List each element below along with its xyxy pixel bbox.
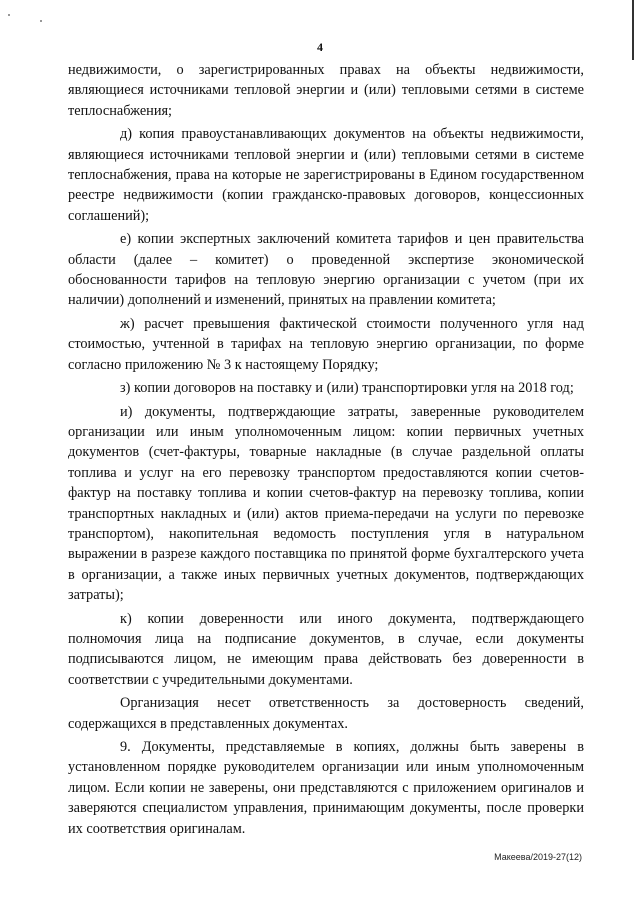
document-body	[68, 60, 584, 842]
paragraph-item-i: и) документы, подтверждающие затраты, заверенные руководителем организации или иным уполномоченным лицом: копии первичных учетных документов (счет-фактуры, товарные накладные (в случае раздельной оплаты топлива и услуг на его перевозку транспортом предоставляются копии счетов-фактур на поставку топлива и копии счетов-фактур на перевозку топлива, копии транспортных накладных и (или) актов приема-передачи на услуги по перевозке транспортом), накопительная ведомость поступления угля в натуральном выражении в разрезе каждого поставщика по принятой форме бухгалтерского учета в организации, а также иных первичных учетных документов, подтверждающих затраты);	[68, 403, 584, 604]
paragraph-item-zh: ж) расчет превышения фактической стоимости полученного угля над стоимостью, учтенной в тарифах на тепловую энергию организации, по форме согласно приложению № 3 к настоящему Порядку;	[68, 315, 584, 373]
paragraph-item-z: з) копии договоров на поставку и (или) транспортировки угля на 2018 год;	[120, 380, 574, 397]
page-number: 4	[317, 40, 323, 54]
paragraph-section-9: 9. Документы, представляемые в копиях, должны быть заверены в установленном порядке руководителем организации или иным уполномоченным лицом. Если копии не заверены, они представляются с приложением оригиналов и заверяются специалистом управления, принимающим документы, после проверки их соответствия оригиналам.	[68, 739, 584, 837]
paragraph-item-k: к) копии доверенности или иного документа, подтверждающего полномочия лица на подписание документов, в случае, если документы подписываются лицом, не имеющим права действовать без доверенности в соответствии с учредительными документами.	[68, 610, 584, 688]
paragraph-item-e: е) копии экспертных заключений комитета тарифов и цен правительства области (далее – комитет) о проведенной экспертизе экономической обоснованности тарифов на тепловую энергию организации с учетом (при их наличии) дополнений и изменений, принятых на правлении комитета;	[68, 231, 584, 309]
paragraph-responsibility: Организация несет ответственность за достоверность сведений, содержащихся в представленных документах.	[68, 695, 584, 732]
scan-speck	[8, 14, 10, 16]
paragraph-item-d: д) копия правоустанавливающих документов на объекты недвижимости, являющиеся источниками тепловой энергии и (или) тепловыми сетями в системе теплоснабжения, права на которые не зарегистрированы в Едином государственном реестре недвижимости (копии гражданско-правовых договоров, концессионных соглашений);	[68, 126, 584, 224]
paragraph-continuation: недвижимости, о зарегистрированных правах на объекты недвижимости, являющиеся источниками тепловой энергии и (или) тепловыми сетями в системе теплоснабжения;	[68, 62, 584, 119]
document-code: Макеева/2019-27(12)	[494, 852, 582, 862]
scan-speck	[40, 20, 42, 22]
